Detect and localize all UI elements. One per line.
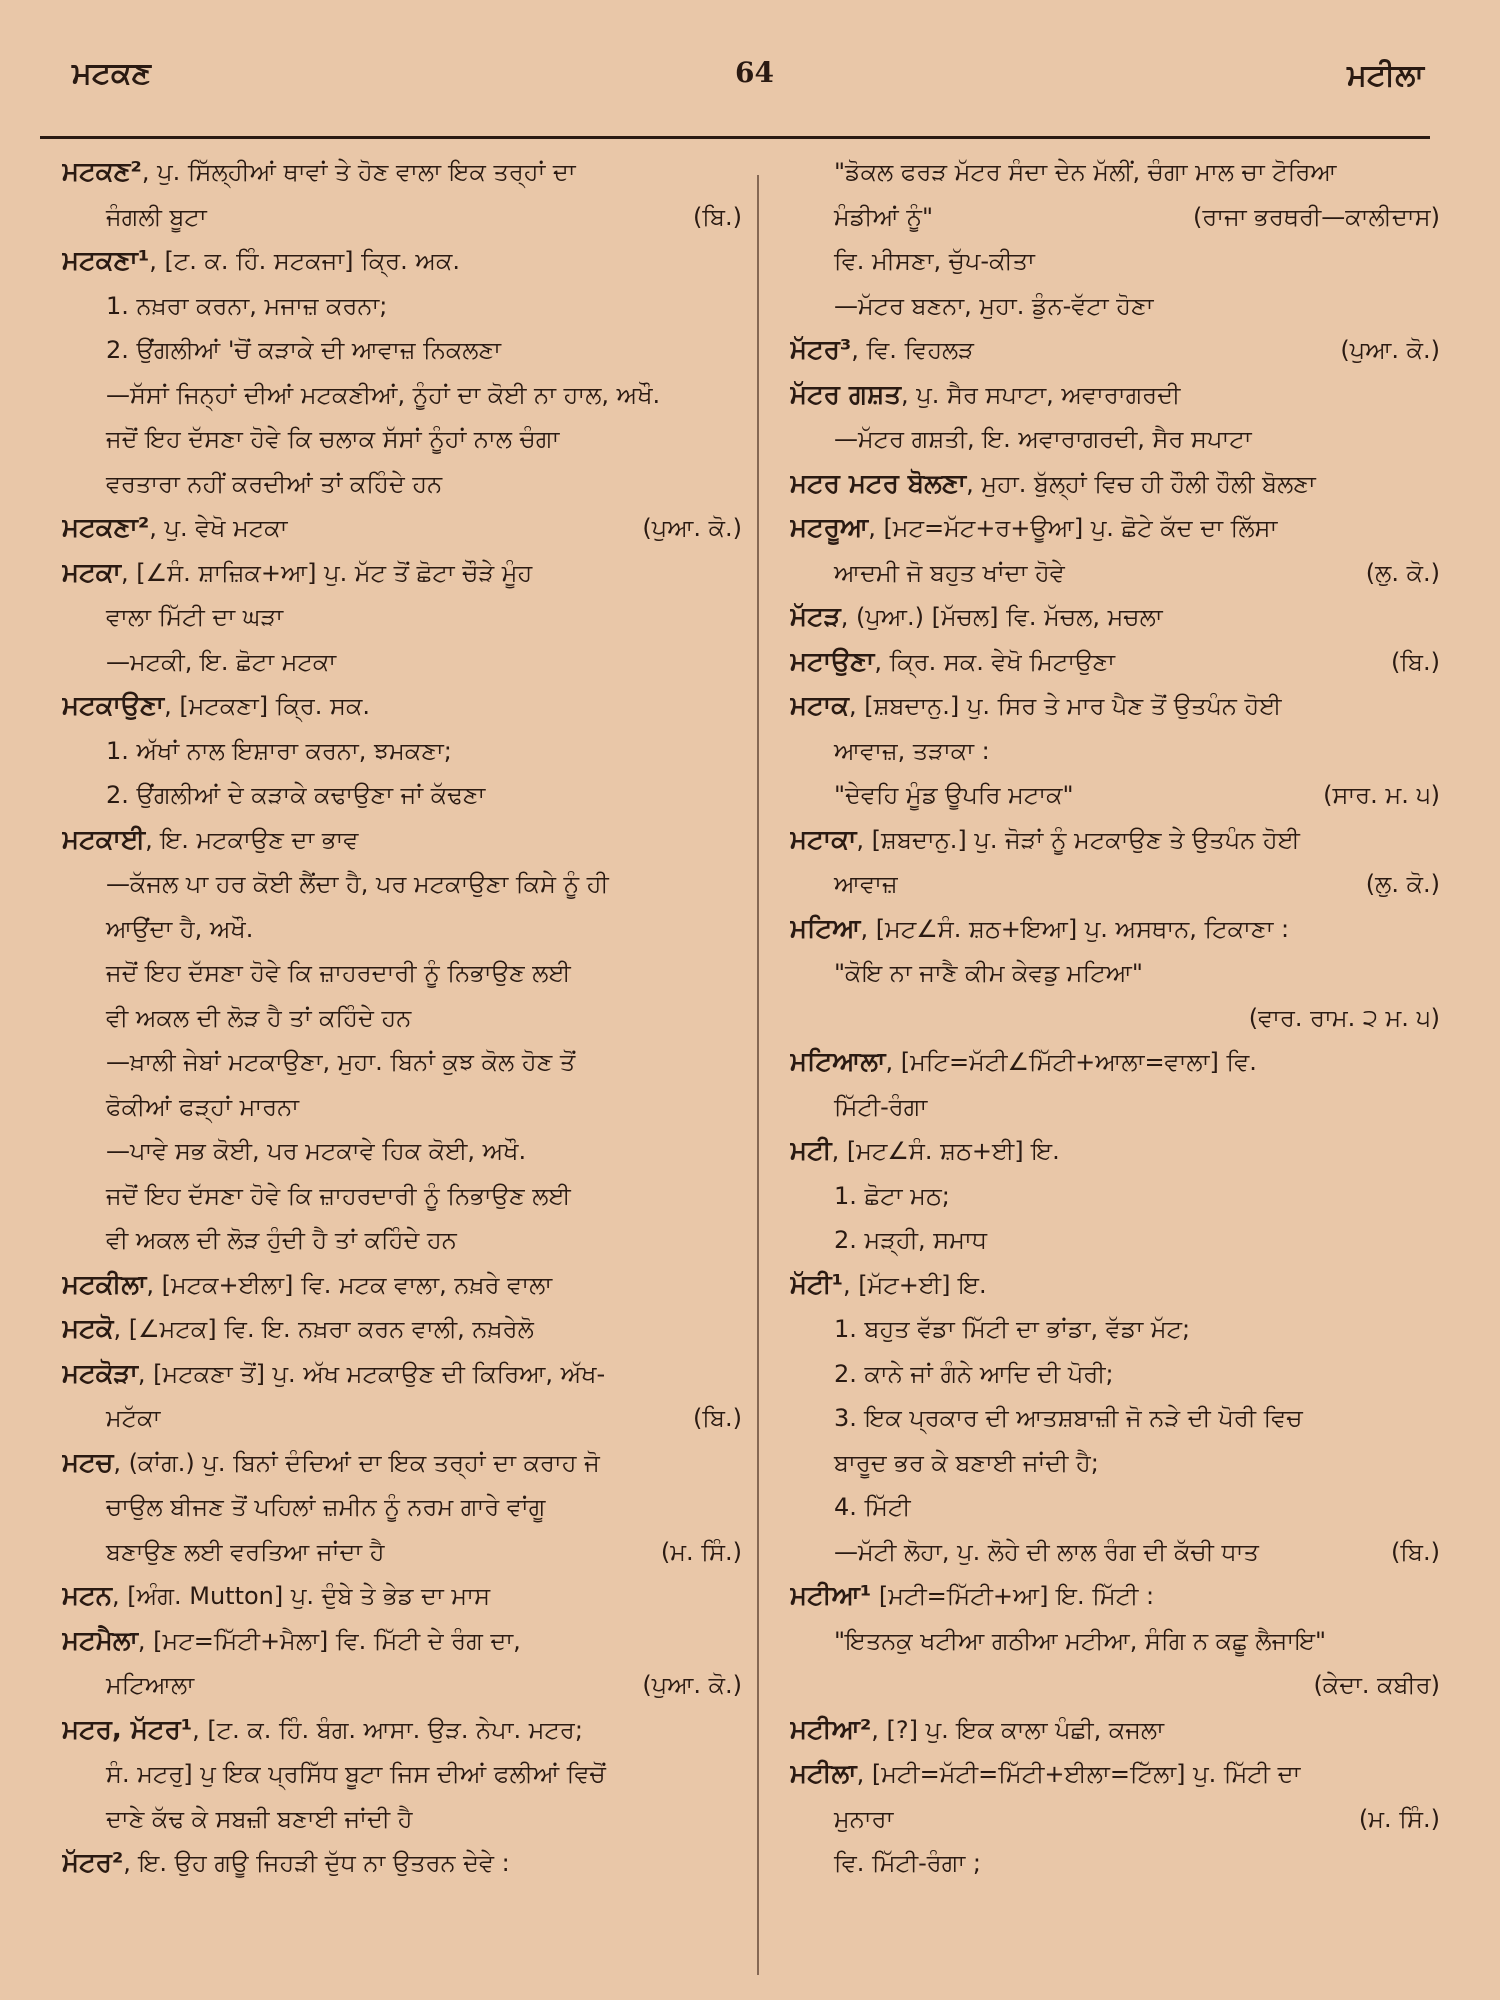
headword: ਮਟਕਾ xyxy=(62,557,121,588)
page-number: 64 xyxy=(735,56,774,89)
entry-line xyxy=(62,1129,742,1174)
definition-text: ਵੀ ਅਕਲ ਦੀ ਲੋੜ ਹੁੰਦੀ ਹੈ ਤਾਂ ਕਹਿੰਦੇ ਹਨ xyxy=(106,1226,457,1254)
entry-line xyxy=(790,1708,1440,1753)
definition-text: , [ਮੱਟ+ਈ] ਇ. xyxy=(843,1270,987,1299)
headword: ਮਟਾਉਣਾ xyxy=(790,646,875,677)
definition-text: ਜਦੋਂ ਇਹ ਦੱਸਣਾ ਹੋਵੇ ਕਿ ਜ਼ਾਹਰਦਾਰੀ ਨੂੰ ਨਿਭਾਉਣ ਲਈ xyxy=(106,1181,571,1210)
definition-text: , ਕ੍ਰਿ. ਸਕ. ਵੇਖੋ ਮਿਟਾਉਣਾ xyxy=(874,647,1115,676)
entry-line xyxy=(62,195,742,240)
entry-line xyxy=(62,640,742,685)
definition-text: ਬਣਾਉਣ ਲਈ ਵਰਤਿਆ ਜਾਂਦਾ ਹੈ xyxy=(106,1537,385,1566)
entry-line xyxy=(62,1174,742,1219)
source-reference: (ਲੁ. ਕੋ.) xyxy=(1365,870,1440,898)
entry-line xyxy=(790,1841,1440,1886)
entry-line xyxy=(62,373,742,418)
entry-line xyxy=(62,773,742,818)
source-reference: (ਵਾਰ. ਰਾਮ. ੨ ਮ. ੫) xyxy=(1248,1003,1440,1032)
entry-line xyxy=(62,1040,742,1085)
definition-text: , ਇ. ਉਹ ਗਊ ਜਿਹੜੀ ਦੁੱਧ ਨਾ ਉਤਰਨ ਦੇਵੇ : xyxy=(123,1849,510,1877)
headword: ਮਟਰੂਆ xyxy=(790,513,869,543)
source-reference: (ਬਿ.) xyxy=(692,1404,742,1432)
headword: ਮਟਰ ਮਟਰ ਬੋਲਣਾ xyxy=(790,468,967,499)
entry-line xyxy=(790,1441,1440,1486)
definition-text: ਮੁਨਾਰਾ xyxy=(834,1804,894,1833)
entry-line xyxy=(790,462,1440,507)
headword: ਮਟਿਆਲਾ xyxy=(790,1047,886,1077)
definition-text: ਆਉਂਦਾ ਹੈ, ਅਖੌ. xyxy=(106,914,254,943)
source-reference: (ਮ. ਸਿੰ.) xyxy=(1358,1804,1440,1833)
headword: ਮੱਟਰ² xyxy=(62,1848,124,1878)
definition-text: , [∠ਮਟਕ] ਵਿ. ਇ. ਨਖ਼ਰਾ ਕਰਨ ਵਾਲੀ, ਨਖ਼ਰੇਲੋ xyxy=(113,1315,534,1343)
entry-line xyxy=(62,1752,742,1797)
source-reference: (ਸਾਰ. ਮ. ੫) xyxy=(1323,781,1440,809)
entry-line xyxy=(790,1040,1440,1085)
entry-line xyxy=(790,195,1440,240)
definition-text: , (ਕਾਂਗ.) ਪੁ. ਬਿਨਾਂ ਦੰਦਿਆਂ ਦਾ ਇਕ ਤਰ੍ਹਾਂ ਦਾ ਕਰਾਹ ਜੋ xyxy=(113,1448,600,1477)
entry-line xyxy=(62,862,742,907)
source-reference: (ਬਿ.) xyxy=(1390,1537,1440,1566)
entry-line xyxy=(790,506,1440,551)
entry-line xyxy=(62,729,742,774)
entry-line xyxy=(62,239,742,284)
entry-line xyxy=(790,551,1440,596)
entry-line xyxy=(62,417,742,462)
headword: ਮਟਕੋੜਾ xyxy=(62,1358,138,1389)
headword: ਮਟਕਣ² xyxy=(62,157,142,187)
entry-line xyxy=(790,996,1440,1041)
definition-text: , [ਮਟਕਣਾ ਤੋਂ] ਪੁ. ਅੱਖ ਮਟਕਾਉਣ ਦੀ ਕਿਰਿਆ, ਅੱਖ- xyxy=(137,1359,606,1388)
definition-text: —ਮੱਟੀ ਲੋਹਾ, ਪੁ. ਲੋਹੇ ਦੀ ਲਾਲ ਰੰਗ ਦੀ ਕੱਚੀ ਧਾਤ xyxy=(834,1537,1259,1566)
left-running-headword: ਮਟਕਣ xyxy=(72,56,151,91)
definition-text: ਮਟਿਆਲਾ xyxy=(106,1671,195,1699)
entry-line xyxy=(790,1485,1440,1530)
source-reference: (ਬਿ.) xyxy=(1390,647,1440,676)
source-reference: (ਪੁਆ. ਕੋ.) xyxy=(1340,336,1440,364)
headword: ਮਟੀਲਾ xyxy=(790,1759,857,1789)
headword: ਮਟਚ xyxy=(62,1447,114,1478)
definition-text: 2. ਮੜ੍ਹੀ, ਸਮਾਧ xyxy=(834,1226,987,1254)
entry-line xyxy=(790,773,1440,818)
entry-line xyxy=(790,595,1440,640)
entry-line xyxy=(790,239,1440,284)
definition-text: —ਪਾਵੇ ਸਭ ਕੋਈ, ਪਰ ਮਟਕਾਵੇ ਹਿਕ ਕੋਈ, ਅਖੌ. xyxy=(106,1137,527,1165)
source-reference: (ਮ. ਸਿੰ.) xyxy=(660,1537,742,1566)
definition-text: "ਕੋਇ ਨਾ ਜਾਣੈ ਕੀਮ ਕੇਵਡੁ ਮਟਿਆ" xyxy=(834,959,1143,987)
source-reference: (ਰਾਜਾ ਭਰਥਰੀ—ਕਾਲੀਦਾਸ) xyxy=(1193,202,1440,231)
definition-text: ਜਦੋਂ ਇਹ ਦੱਸਣਾ ਹੋਵੇ ਕਿ ਜ਼ਾਹਰਦਾਰੀ ਨੂੰ ਨਿਭਾਉਣ ਲਈ xyxy=(106,959,571,987)
definition-text: 1. ਛੋਟਾ ਮਠ; xyxy=(834,1181,950,1210)
left-column xyxy=(62,150,742,1886)
entry-line xyxy=(790,284,1440,329)
headword: ਮਟਕਾਉਣਾ xyxy=(62,691,165,721)
entry-line xyxy=(62,1218,742,1263)
headword: ਮਟੀ xyxy=(790,1136,832,1166)
definition-text: , ਪੁ. ਵੇਖੋ ਮਟਕਾ xyxy=(149,514,288,542)
definition-text: , [∠ਸੰ. ਸ਼ਾਜ਼ਿਕ+ਆ] ਪੁ. ਮੱਟ ਤੋਂ ਛੋਟਾ ਚੌੜੇ ਮੂੰਹ xyxy=(120,558,533,587)
entry-line xyxy=(62,595,742,640)
definition-text: , [ਮਟ=ਮੱਟ+ਰ+ਊਆ] ਪੁ. ਛੋਟੇ ਕੱਦ ਦਾ ਲਿੱਸਾ xyxy=(868,514,1278,542)
definition-text: ਜੰਗਲੀ ਬੂਟਾ xyxy=(106,202,207,231)
definition-text: —ਮੱਟਰ ਬਣਨਾ, ਮੁਹਾ. ਡੁੰਨ-ਵੱਟਾ ਹੋਣਾ xyxy=(834,291,1154,320)
definition-text: ਚਾਉਲ ਬੀਜਣ ਤੋਂ ਪਹਿਲਾਂ ਜ਼ਮੀਨ ਨੂੰ ਨਰਮ ਗਾਰੇ ਵਾਂਗੂ xyxy=(106,1493,546,1521)
definition-text: ਵਰਤਾਰਾ ਨਹੀਂ ਕਰਦੀਆਂ ਤਾਂ ਕਹਿੰਦੇ ਹਨ xyxy=(106,469,443,498)
entry-line xyxy=(790,907,1440,952)
definition-text: "ਇਤਨਕੁ ਖਟੀਆ ਗਠੀਆ ਮਟੀਆ, ਸੰਗਿ ਨ ਕਛੂ ਲੈਜਾਇ" xyxy=(834,1626,1327,1655)
entry-line xyxy=(62,1663,742,1708)
definition-text: ਸੰ. ਮਟਰੁ] ਪੁ ਇਕ ਪ੍ਰਸਿੱਧ ਬੂਟਾ ਜਿਸ ਦੀਆਂ ਫਲੀਆਂ ਵਿਚੋਂ xyxy=(106,1760,606,1788)
definition-text: , ਪੁ. ਸੈਰ ਸਪਾਟਾ, ਅਵਾਰਾਗਰਦੀ xyxy=(901,380,1181,409)
entry-line xyxy=(62,1619,742,1664)
definition-text: ਜਦੋਂ ਇਹ ਦੱਸਣਾ ਹੋਵੇ ਕਿ ਚਲਾਕ ਸੱਸਾਂ ਨੂੰਹਾਂ ਨਾਲ ਚੰਗਾ xyxy=(106,425,560,453)
definition-text: ਮਿੱਟੀ-ਰੰਗਾ xyxy=(834,1092,928,1121)
headword: ਮਟਰ, ਮੱਟਰ¹ xyxy=(62,1714,193,1745)
definition-text: , (ਪੁਆ.) [ਮੱਚਲ] ਵਿ. ਮੱਚਲ, ਮਚਲਾ xyxy=(840,603,1163,631)
entry-line xyxy=(62,1396,742,1441)
entry-line xyxy=(790,1174,1440,1219)
headword: ਮਟਮੈਲਾ xyxy=(62,1625,138,1656)
source-reference: (ਲੁ. ਕੋ.) xyxy=(1365,558,1440,587)
entry-line xyxy=(790,640,1440,685)
headword: ਮੱਟਰ ਗਸ਼ਤ xyxy=(790,379,901,410)
definition-text: , [ਮਟਕਣਾ] ਕ੍ਰਿ. ਸਕ. xyxy=(164,692,370,720)
definition-text: , ਵਿ. ਵਿਹਲੜ xyxy=(851,336,974,364)
headword: ਮਟਾਕਾ xyxy=(790,824,857,855)
definition-text: ਮਟੱਕਾ xyxy=(106,1404,161,1432)
definition-text: 1. ਬਹੁਤ ਵੱਡਾ ਮਿੱਟੀ ਦਾ ਭਾਂਡਾ, ਵੱਡਾ ਮੱਟ; xyxy=(834,1315,1191,1343)
definition-text: —ਮੱਟਰ ਗਸ਼ਤੀ, ਇ. ਅਵਾਰਾਗਰਦੀ, ਸੈਰ ਸਪਾਟਾ xyxy=(834,425,1252,453)
entry-line xyxy=(62,684,742,729)
entry-line xyxy=(62,1352,742,1397)
definition-text: , [ਮਟ∠ਸੰ. ਸ਼ਠ+ਇਆ] ਪੁ. ਅਸਥਾਨ, ਟਿਕਾਣਾ : xyxy=(860,914,1290,943)
entry-line xyxy=(62,951,742,996)
definition-text: , [ਟ. ਕ. ਹਿੰ. ਬੰਗ. ਆਸਾ. ਉੜ. ਨੇਪਾ. ਮਟਰ; xyxy=(192,1715,583,1744)
entry-line xyxy=(62,907,742,952)
page-header xyxy=(0,56,1500,106)
entry-line xyxy=(790,1129,1440,1174)
entry-line xyxy=(62,818,742,863)
headword: ਮਟਕੀਲਾ xyxy=(62,1269,147,1300)
entry-line xyxy=(62,150,742,195)
definition-text: , ਇ. ਮਟਕਾਉਣ ਦਾ ਭਾਵ xyxy=(145,825,359,854)
definition-text: —ਕੱਜਲ ਪਾ ਹਰ ਕੋਈ ਲੈਂਦਾ ਹੈ, ਪਰ ਮਟਕਾਉਣਾ ਕਿਸੇ ਨੂੰ ਹੀ xyxy=(106,870,609,898)
entry-line xyxy=(62,1263,742,1308)
definition-text: —ਖ਼ਾਲੀ ਜੇਬਾਂ ਮਟਕਾਉਣਾ, ਮੁਹਾ. ਬਿਨਾਂ ਕੁਝ ਕੋਲ ਹੋਣ ਤੋਂ xyxy=(106,1048,576,1076)
entry-line xyxy=(790,1218,1440,1263)
headword: ਮਟਕਣਾ² xyxy=(62,513,150,543)
headword: ਮੱਟਰ³ xyxy=(790,335,852,365)
definition-text: —ਮਟਕੀ, ਇ. ਛੋਟਾ ਮਟਕਾ xyxy=(106,647,337,676)
definition-text: "ਡੋਕਲ ਫਰੜ ਮੱਟਰ ਸੰਦਾ ਦੇਨ ਮੱਲੀਂ, ਚੰਗਾ ਮਾਲ ਚਾ ਟੋਰਿਆ xyxy=(834,158,1337,186)
definition-text: , [?] ਪੁ. ਇਕ ਕਾਲਾ ਪੰਛੀ, ਕਜਲਾ xyxy=(871,1715,1165,1744)
entry-line xyxy=(62,284,742,329)
definition-text: , [ਸ਼ਬਦਾਨੁ.] ਪੁ. ਜੋੜਾਂ ਨੂੰ ਮਟਕਾਉਣ ਤੇ ਉਤਪੰਨ ਹੋਈ xyxy=(856,825,1300,854)
entry-line xyxy=(790,1574,1440,1619)
definition-text: 1. ਅੱਖਾਂ ਨਾਲ ਇਸ਼ਾਰਾ ਕਰਨਾ, ਝਮਕਣਾ; xyxy=(106,736,452,765)
entry-line xyxy=(62,506,742,551)
entry-line xyxy=(790,1619,1440,1664)
definition-text: , [ਮਟਿ=ਮੱਟੀ∠ਮਿੱਟੀ+ਆਲਾ=ਵਾਲਾ] ਵਿ. xyxy=(885,1048,1257,1076)
entry-line xyxy=(790,1396,1440,1441)
headword: ਮਟੀਆ² xyxy=(790,1714,872,1745)
headword: ਮਟਕੋ xyxy=(62,1314,114,1344)
entry-line xyxy=(790,1352,1440,1397)
definition-text: ਵਿ. ਮੀਸਣਾ, ਚੁੱਪ-ਕੀਤਾ xyxy=(834,247,1035,275)
source-reference: (ਪੁਆ. ਕੋ.) xyxy=(642,514,742,542)
entry-line xyxy=(790,951,1440,996)
column-divider xyxy=(757,175,759,1975)
definition-text: ਆਵਾਜ਼ xyxy=(834,870,898,898)
entry-line xyxy=(62,1708,742,1753)
definition-text: ਆਦਮੀ ਜੋ ਬਹੁਤ ਖਾਂਦਾ ਹੋਵੇ xyxy=(834,558,1065,587)
definition-text: , [ਟ. ਕ. ਹਿੰ. ਸਟਕਜਾ] ਕ੍ਰਿ. ਅਕ. xyxy=(149,247,461,275)
entry-line xyxy=(790,1530,1440,1575)
entry-line xyxy=(62,1574,742,1619)
entry-line xyxy=(62,328,742,373)
entry-line xyxy=(62,1485,742,1530)
definition-text: ਫੋਕੀਆਂ ਫੜ੍ਹਾਂ ਮਾਰਨਾ xyxy=(106,1092,299,1121)
definition-text: , [ਅੰਗ. Mutton] ਪੁ. ਦੁੰਬੇ ਤੇ ਭੇਡ ਦਾ ਮਾਸ xyxy=(112,1582,491,1610)
source-reference: (ਬਿ.) xyxy=(692,202,742,231)
entry-line xyxy=(62,1797,742,1842)
headword: ਮੱਟੀ¹ xyxy=(790,1269,843,1300)
definition-text: , [ਸ਼ਬਦਾਨੁ.] ਪੁ. ਸਿਰ ਤੇ ਮਾਰ ਪੈਣ ਤੋਂ ਉਤਪੰਨ ਹੋਈ xyxy=(848,692,1282,720)
definition-text: ਵਾਲਾ ਮਿੱਟੀ ਦਾ ਘੜਾ xyxy=(106,603,284,631)
definition-text: , [ਮਟੀ=ਮੱਟੀ=ਮਿੱਟੀ+ਈਲਾ=ਟਿੱਲਾ] ਪੁ. ਮਿੱਟੀ ਦਾ xyxy=(856,1760,1301,1788)
entry-line xyxy=(62,996,742,1041)
headword: ਮਟਕਣਾ¹ xyxy=(62,246,150,276)
definition-text: ਵੀ ਅਕਲ ਦੀ ਲੋੜ ਹੈ ਤਾਂ ਕਹਿੰਦੇ ਹਨ xyxy=(106,1003,412,1032)
definition-text: 3. ਇਕ ਪ੍ਰਕਾਰ ਦੀ ਆਤਸ਼ਬਾਜ਼ੀ ਜੋ ਨੜੇ ਦੀ ਪੋਰੀ ਵਿਚ xyxy=(834,1404,1303,1432)
entry-line xyxy=(790,729,1440,774)
entry-line xyxy=(790,1663,1440,1708)
right-running-headword: ਮਟੀਲਾ xyxy=(1347,58,1424,93)
entry-line xyxy=(790,684,1440,729)
entry-line xyxy=(790,150,1440,195)
entry-line xyxy=(62,1530,742,1575)
entry-line xyxy=(62,551,742,596)
definition-text: , [ਮਟ=ਮਿੱਟੀ+ਮੈਲਾ] ਵਿ. ਮਿੱਟੀ ਦੇ ਰੰਗ ਦਾ, xyxy=(137,1626,521,1655)
entry-line xyxy=(790,1263,1440,1308)
definition-text: ਬਾਰੂਦ ਭਰ ਕੇ ਬਣਾਈ ਜਾਂਦੀ ਹੈ; xyxy=(834,1448,1099,1477)
entry-line xyxy=(790,328,1440,373)
entry-line xyxy=(62,1085,742,1130)
headword: ਮਟਕਾਈ xyxy=(62,824,146,855)
entry-line xyxy=(62,462,742,507)
definition-text: 2. ਉਂਗਲੀਆਂ ਦੇ ਕੜਾਕੇ ਕਢਾਉਣਾ ਜਾਂ ਕੱਢਣਾ xyxy=(106,781,486,809)
definition-text: , ਪੁ. ਸਿੱਲ੍ਹੀਆਂ ਥਾਵਾਂ ਤੇ ਹੋਣ ਵਾਲਾ ਇਕ ਤਰ੍ਹਾਂ ਦਾ xyxy=(141,158,576,186)
header-rule xyxy=(40,136,1430,139)
entry-line xyxy=(62,1841,742,1886)
definition-text: 4. ਮਿੱਟੀ xyxy=(834,1493,911,1521)
definition-text: 2. ਕਾਨੇ ਜਾਂ ਗੰਨੇ ਆਦਿ ਦੀ ਪੋਰੀ; xyxy=(834,1359,1114,1388)
entry-line xyxy=(790,1307,1440,1352)
definition-text: 1. ਨਖ਼ਰਾ ਕਰਨਾ, ਮਜਾਜ਼ ਕਰਨਾ; xyxy=(106,291,388,320)
source-reference: (ਪੁਆ. ਕੋ.) xyxy=(642,1671,742,1699)
entry-line xyxy=(790,1797,1440,1842)
definition-text: ਵਿ. ਮਿੱਟੀ-ਰੰਗਾ ; xyxy=(834,1849,981,1877)
entry-line xyxy=(790,373,1440,418)
definition-text: ਮੰਡੀਆਂ ਨੂੰ" xyxy=(834,202,934,231)
right-column xyxy=(790,150,1440,1886)
definition-text: , [ਮਟ∠ਸੰ. ਸ਼ਠ+ਈ] ਇ. xyxy=(831,1137,1060,1165)
source-reference: (ਕੇਦਾ. ਕਬੀਰ) xyxy=(1313,1671,1440,1699)
entry-line xyxy=(790,417,1440,462)
definition-text: , ਮੁਹਾ. ਬੁੱਲ੍ਹਾਂ ਵਿਚ ਹੀ ਹੌਲੀ ਹੌਲੀ ਬੋਲਣਾ xyxy=(966,469,1316,498)
definition-text: ਦਾਣੇ ਕੱਢ ਕੇ ਸਬਜ਼ੀ ਬਣਾਈ ਜਾਂਦੀ ਹੈ xyxy=(106,1804,413,1833)
definition-text: , [ਮਟਕ+ਈਲਾ] ਵਿ. ਮਟਕ ਵਾਲਾ, ਨਖ਼ਰੇ ਵਾਲਾ xyxy=(146,1270,553,1299)
definition-text: —ਸੱਸਾਂ ਜਿਨ੍ਹਾਂ ਦੀਆਂ ਮਟਕਣੀਆਂ, ਨੂੰਹਾਂ ਦਾ ਕੋਈ ਨਾ ਹਾਲ, ਅਖੌ. xyxy=(106,380,661,409)
headword: ਮਟਨ xyxy=(62,1581,113,1611)
headword: ਮੱਟੜ xyxy=(790,602,841,632)
definition-text: "ਦੇਵਹਿ ਮੂੰਡ ਊਪਰਿ ਮਟਾਕ" xyxy=(834,781,1074,809)
headword: ਮਟਿਆ xyxy=(790,913,861,944)
entry-line xyxy=(790,862,1440,907)
headword: ਮਟੀਆ¹ xyxy=(790,1581,872,1611)
definition-text: ਆਵਾਜ਼, ਤੜਾਕਾ : xyxy=(834,736,990,765)
definition-text: [ਮਟੀ=ਮਿੱਟੀ+ਆ] ਇ. ਮਿੱਟੀ : xyxy=(871,1582,1155,1610)
entry-line xyxy=(790,818,1440,863)
entry-line xyxy=(62,1441,742,1486)
headword: ਮਟਾਕ xyxy=(790,691,849,721)
entry-line xyxy=(790,1752,1440,1797)
entry-line xyxy=(62,1307,742,1352)
definition-text: 2. ਉਂਗਲੀਆਂ 'ਚੋਂ ਕੜਾਕੇ ਦੀ ਆਵਾਜ਼ ਨਿਕਲਣਾ xyxy=(106,336,501,364)
entry-line xyxy=(790,1085,1440,1130)
